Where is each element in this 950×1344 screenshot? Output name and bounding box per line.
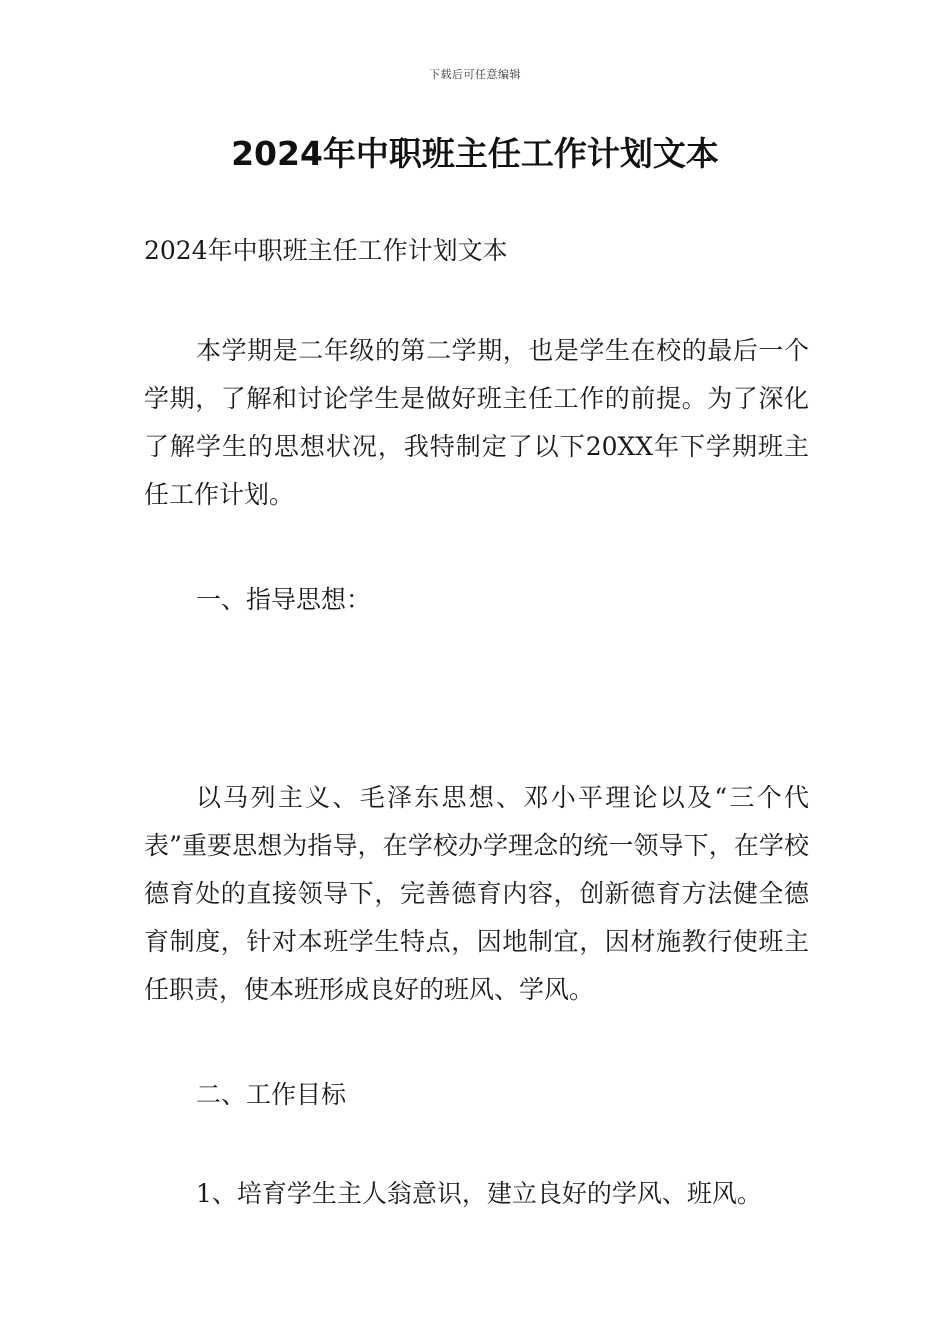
header-note: 下载后可任意编辑 bbox=[429, 68, 521, 81]
subtitle-paragraph: 2024年中职班主任工作计划文本 bbox=[144, 236, 508, 265]
section-heading-work-goals: 二、工作目标 bbox=[196, 1080, 347, 1109]
guiding-thought-paragraph: 以马列主义、毛泽东思想、邓小平理论以及“三个代表”重要思想为指导，在学校办学理念的统一领导下，在学校德育处的直接领导下，完善德育内容，创新德育方法健全德育制度，针对本班学生特点，因地制宜，因材施教行使班主任职责，使本班形成良好的班风、学风。 bbox=[144, 783, 809, 1004]
intro-paragraph: 本学期是二年级的第二学期，也是学生在校的最后一个学期，了解和讨论学生是做好班主任工作的前提。为了深化了解学生的思想状况，我特制定了以下20XX年下学期班主任工作计划。 bbox=[144, 336, 809, 509]
section-heading-guiding-thought: 一、指导思想： bbox=[196, 585, 372, 614]
goal-item-1: 1、培育学生主人翁意识，建立良好的学风、班风。 bbox=[196, 1179, 762, 1208]
document-title: 2024年中职班主任工作计划文本 bbox=[231, 134, 719, 173]
